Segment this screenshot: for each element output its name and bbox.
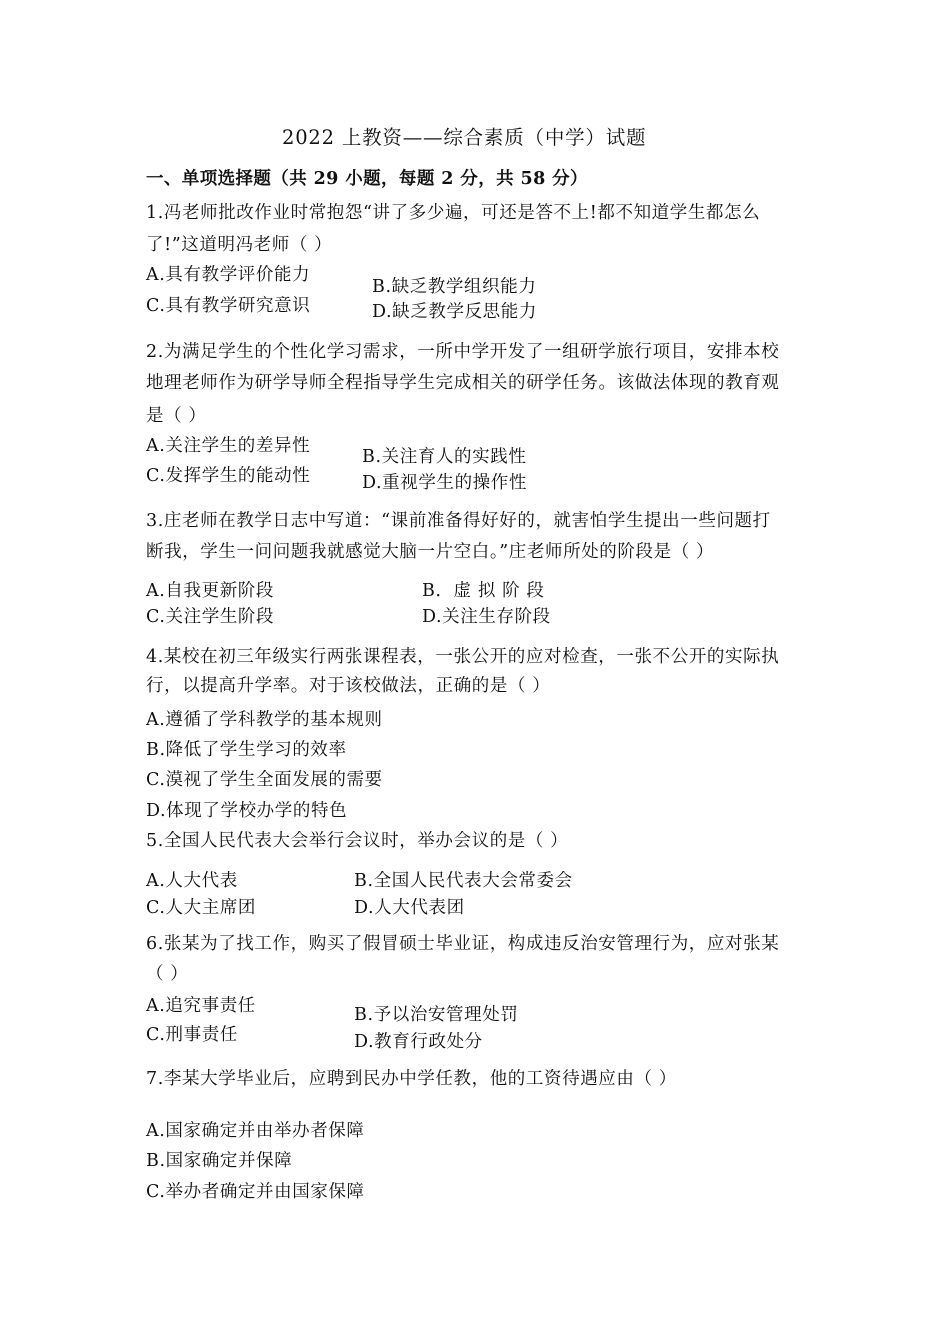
question-stem-line: （ ） — [146, 964, 189, 984]
option-d: D.教育行政处分 — [354, 1032, 483, 1052]
question-stem-line: 1.冯老师批改作业时常抱怨“讲了多少遍，可还是答不上!都不知道学生都怎么 — [146, 203, 761, 223]
option-c: C.发挥学生的能动性 — [146, 466, 311, 486]
option-b: B.缺乏教学组织能力 — [372, 277, 537, 297]
section-heading: 一、单项选择题（共 29 小题，每题 2 分，共 58 分） — [146, 169, 588, 189]
option-b: B.国家确定并保障 — [146, 1151, 293, 1171]
question-stem-line: 3.庄老师在教学日志中写道：“课前准备得好好的，就害怕学生提出一些问题打 — [146, 511, 771, 531]
question-stem-line: 了!”这道明冯老师（ ） — [146, 235, 333, 255]
option-a: A.国家确定并由举办者保障 — [146, 1121, 365, 1141]
option-d: D.体现了学校办学的特色 — [146, 801, 348, 821]
option-a: A.具有教学评价能力 — [146, 265, 311, 285]
question-stem-line: 7.李某大学毕业后，应聘到民办中学任教，他的工资待遇应由（ ） — [146, 1069, 677, 1089]
option-c: C.具有教学研究意识 — [146, 296, 311, 316]
option-a: A.人大代表 — [146, 871, 238, 891]
option-a: A.自我更新阶段 — [146, 581, 275, 601]
option-b: B.降低了学生学习的效率 — [146, 740, 347, 760]
option-d: D.人大代表团 — [354, 898, 465, 918]
option-c: C.刑事责任 — [146, 1025, 238, 1045]
question-stem-line: 6.张某为了找工作，购买了假冒硕士毕业证，构成违反治安管理行为，应对张某 — [146, 934, 780, 954]
option-d: D.缺乏教学反思能力 — [372, 302, 537, 322]
question-stem-line: 5.全国人民代表大会举行会议时，举办会议的是（ ） — [146, 831, 569, 851]
question-stem-line: 行，以提高升学率。对于该校做法，正确的是（ ） — [146, 676, 551, 696]
option-b: B．虚 拟 阶 段 — [422, 581, 545, 601]
option-b: B.关注育人的实践性 — [362, 447, 527, 467]
option-c: C.举办者确定并由国家保障 — [146, 1182, 365, 1202]
option-c: C.关注学生阶段 — [146, 607, 275, 627]
question-stem-line: 断我，学生一问问题我就感觉大脑一片空白。”庄老师所处的阶段是（ ） — [146, 542, 715, 562]
question-stem-line: 2.为满足学生的个性化学习需求，一所中学开发了一组研学旅行项目，安排本校 — [146, 342, 780, 362]
option-a: A.遵循了学科教学的基本规则 — [146, 710, 383, 730]
option-a: A.追究事责任 — [146, 996, 256, 1016]
option-c: C.人大主席团 — [146, 898, 257, 918]
option-d: D.重视学生的操作性 — [362, 473, 527, 493]
option-c: C.漠视了学生全面发展的需要 — [146, 770, 383, 790]
page-title: 2022 上教资——综合素质（中学）试题 — [282, 126, 647, 149]
question-stem-line: 地理老师作为研学导师全程指导学生完成相关的研学任务。该做法体现的教育观 — [146, 373, 780, 393]
question-stem-line: 是（ ） — [146, 406, 207, 426]
option-b: B.全国人民代表大会常委会 — [354, 871, 573, 891]
question-stem-line: 4.某校在初三年级实行两张课程表，一张公开的应对检查，一张不公开的实际执 — [146, 647, 780, 667]
option-b: B.予以治安管理处罚 — [354, 1005, 519, 1025]
option-a: A.关注学生的差异性 — [146, 436, 311, 456]
option-d: D.关注生存阶段 — [422, 607, 551, 627]
